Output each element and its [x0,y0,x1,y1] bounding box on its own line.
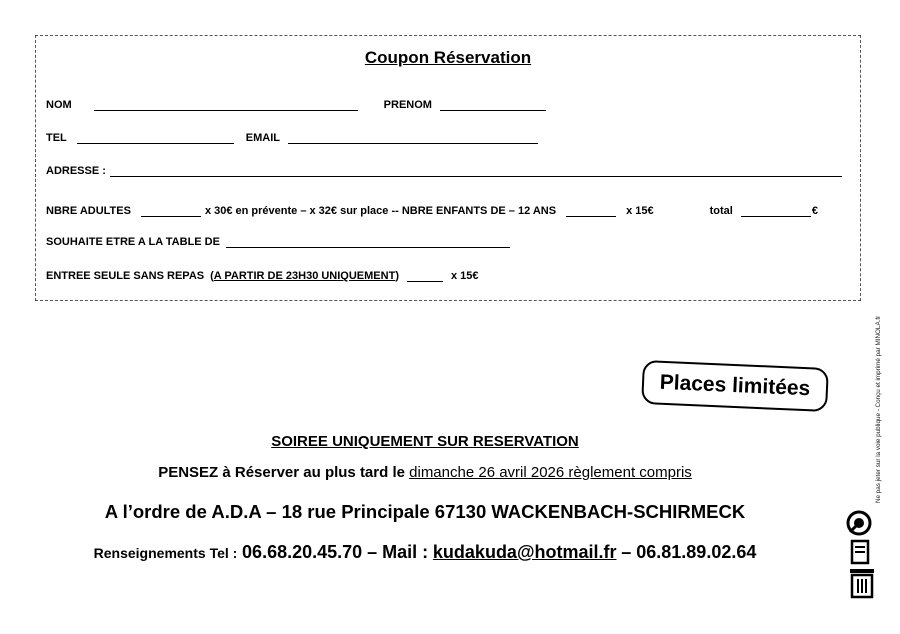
prenom-field[interactable] [440,99,546,111]
entree-field[interactable] [407,270,443,282]
total-label: total [709,205,733,217]
side-note-text: Ne pas jeter sur la voie publique - Conçu et imprimé par MINOLA.fr [875,315,882,503]
prenom-label: PRENOM [383,99,432,111]
entree-price: x 15€ [450,270,479,282]
trash-bin-icon [848,539,876,599]
adultes-label: NBRE ADULTES [46,205,131,217]
row-tel [46,132,542,144]
enfants-field[interactable] [566,205,616,217]
reservation-coupon [35,35,861,301]
recycle-icon [846,510,872,536]
row-adresse [46,165,846,177]
row-adultes [46,205,818,217]
row-nom [46,99,550,111]
side-note [868,253,882,503]
contact-line [0,542,850,563]
total-unit: € [811,205,818,217]
row-table [46,236,514,248]
row-entree: ENTREE SEULE SANS REPAS ( A PARTIR DE 23H30 UNIQUEMENT ) x 15€ [46,270,479,282]
email-field[interactable] [288,132,538,144]
deadline-line [0,464,850,481]
total-field[interactable] [741,205,811,217]
contact-label: Renseignements Tel : [93,545,238,561]
table-label: SOUHAITE ETRE A LA TABLE DE [46,236,220,248]
contact-phone1: 06.68.20.45.70 – Mail : [242,542,429,562]
deadline-date: dimanche 26 avril 2026 règlement compris [409,464,692,481]
adresse-label: ADRESSE : [46,165,106,177]
entree-note: A PARTIR DE 23H30 UNIQUEMENT [213,270,396,282]
enfants-price: x 15€ [626,205,654,217]
table-field[interactable] [226,236,510,248]
reservation-heading: SOIREE UNIQUEMENT SUR RESERVATION [271,433,579,450]
order-address: A l’ordre de A.D.A – 18 rue Principale 67130 WACKENBACH-SCHIRMECK [104,501,746,522]
entree-label: ENTREE SEULE SANS REPAS [46,270,205,282]
tel-label: TEL [46,132,67,144]
contact-email[interactable]: kudakuda@hotmail.fr [432,542,617,562]
deadline-prefix: PENSEZ à Réserver au plus tard le [158,464,405,481]
email-label: EMAIL [245,132,281,144]
nom-label: NOM [46,99,72,111]
places-limitees-badge: Places limitées [641,360,829,412]
coupon-title: Coupon Réservation [364,48,532,67]
adresse-field[interactable] [110,165,842,177]
adultes-price: x 30€ en prévente – x 32€ sur place -- NBRE ENFANTS DE – 12 ANS [204,205,557,217]
nom-field[interactable] [94,99,358,111]
adultes-field[interactable] [141,205,201,217]
tel-field[interactable] [77,132,234,144]
contact-phone2: – 06.81.89.02.64 [621,542,757,562]
